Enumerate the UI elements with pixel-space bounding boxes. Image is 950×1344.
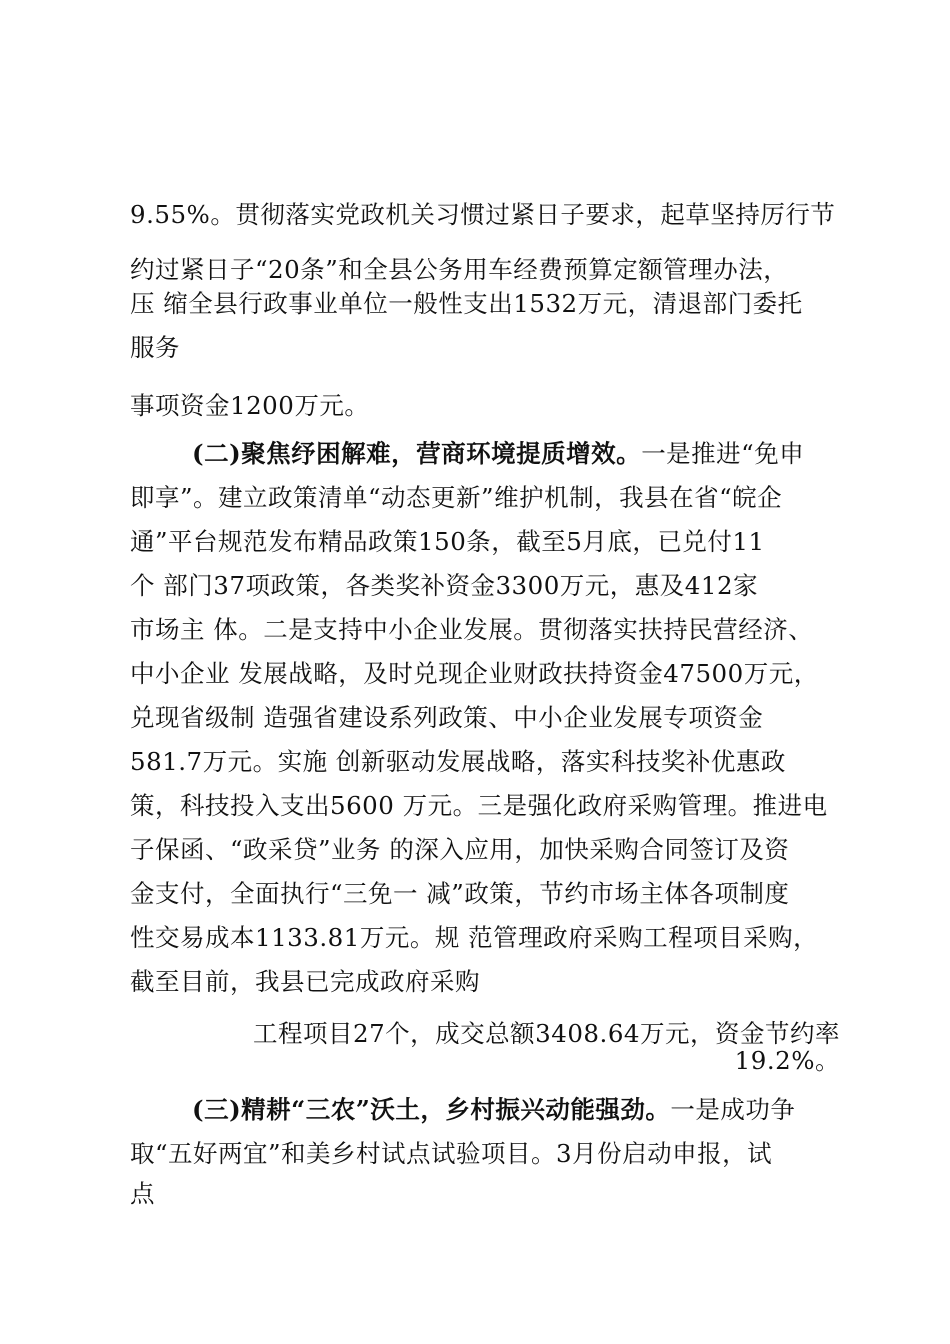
paragraph-line: 581.7万元。实施 创新驱动发展战略，落实科技奖补优惠政 — [130, 747, 786, 776]
paragraph-line: 策，科技投入支出5600 万元。三是强化政府采购管理。推进电 — [130, 791, 828, 820]
paragraph-line: 子保函、“政采贷”业务 的深入应用，加快采购合同签订及资 — [130, 835, 790, 864]
paragraph-line: 服务 — [130, 333, 180, 362]
paragraph-line: 通”平台规范发布精品政策150条，截至5月底，已兑付11 — [130, 527, 765, 556]
paragraph-line: 中小企业 发展战略，及时兑现企业财政扶持资金47500万元， — [130, 659, 819, 688]
section-heading: (三)精耕“三农”沃土，乡村振兴动能强劲。 — [192, 1095, 671, 1124]
paragraph-line: 截至目前，我县已完成政府采购 — [130, 967, 480, 996]
paragraph-line: 即享”。建立政策清单“动态更新”维护机制，我县在省“皖企 — [130, 483, 783, 512]
paragraph-line: 工程项目27个，成交总额3408.64万元，资金节约率 — [253, 1019, 840, 1048]
section-heading-line — [192, 439, 804, 469]
paragraph-line: 兑现省级制 造强省建设系列政策、中小企业发展专项资金 — [130, 703, 764, 732]
paragraph-line: 19.2%。 — [734, 1046, 840, 1075]
paragraph-line: 约过紧日子“20条”和全县公务用车经费预算定额管理办法， — [130, 255, 789, 284]
paragraph-line: 取“五好两宜”和美乡村试点试验项目。3月份启动申报，试 — [130, 1139, 773, 1168]
paragraph-line: 性交易成本1133.81万元。规 范管理政府采购工程项目采购， — [130, 923, 819, 952]
paragraph-line: 市场主 体。二是支持中小企业发展。贯彻落实扶持民营经济、 — [130, 615, 814, 644]
paragraph-line: 金支付，全面执行“三免一 减”政策，节约市场主体各项制度 — [130, 879, 790, 908]
heading-tail: 一是推进“免申 — [641, 439, 805, 468]
section-heading: (二)聚焦纾困解难，营商环境提质增效。 — [192, 439, 642, 468]
paragraph-line: 9.55%。贯彻落实党政机关习惯过紧日子要求，起草坚持厉行节 — [130, 200, 836, 229]
paragraph-line: 压 缩全县行政事业单位一般性支出1532万元，清退部门委托 — [130, 289, 803, 318]
paragraph-line: 事项资金1200万元。 — [130, 391, 370, 420]
section-heading-line — [192, 1095, 795, 1125]
paragraph-line: 点 — [130, 1179, 155, 1208]
paragraph-line: 个 部门37项政策，各类奖补资金3300万元，惠及412家 — [130, 571, 759, 600]
heading-tail: 一是成功争 — [670, 1095, 796, 1124]
